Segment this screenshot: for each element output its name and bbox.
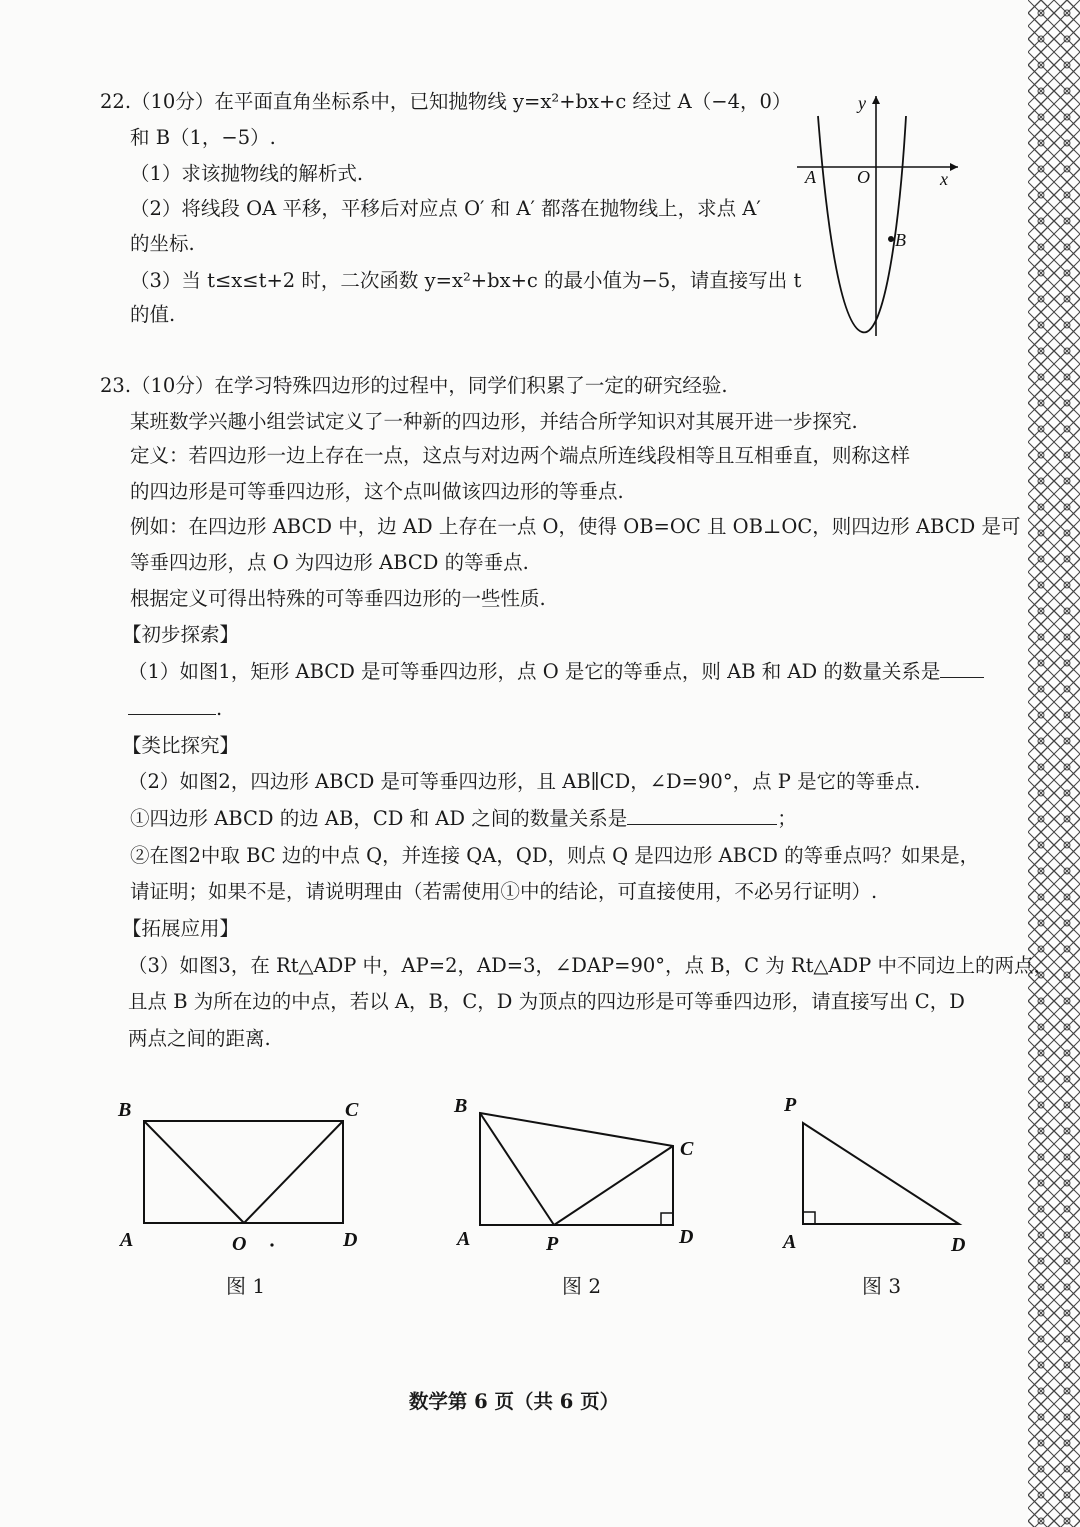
fig3-caption: 图 3 — [862, 1274, 902, 1298]
q23-example: 例如：在四边形 ABCD 中，边 AD 上存在一点 O，使得 OB=OC 且 OB⊥OC，则四边形 ABCD 是可 — [130, 515, 1021, 538]
q23-line-4: 的四边形是可等垂四边形，这个点叫做该四边形的等垂点. — [130, 480, 624, 503]
q22-line-5: 的坐标. — [130, 232, 195, 255]
graph-B-label: B — [895, 230, 906, 250]
q23-line-9-text: . — [216, 697, 223, 720]
q23-part-2-1-end: ； — [777, 807, 797, 830]
fig2-A-label: A — [457, 1228, 471, 1250]
fig3-P-label: P — [784, 1094, 797, 1116]
q23-definition: 定义：若四边形一边上存在一点，这点与对边两个端点所连线段相等且互相垂直，则称这样 — [130, 444, 911, 467]
fig1-C-label: C — [345, 1099, 359, 1121]
figure-3 — [781, 1094, 965, 1256]
q23-part-2-1-text: ①四边形 ABCD 的边 AB，CD 和 AD 之间的数量关系是 — [130, 807, 628, 830]
q23-part-3: （3）如图3，在 Rt△ADP 中，AP=2，AD=3，∠DAP=90°，点 B，C 为 Rt△ADP 中不同边上的两点， — [128, 954, 1053, 977]
q22-line-7: 的值. — [130, 303, 176, 326]
q23-line-9 — [128, 696, 222, 722]
section-heading-analogy: 【类比探究】 — [122, 734, 240, 757]
section-heading-explore: 【初步探索】 — [122, 623, 240, 646]
q23-line-6: 等垂四边形，点 O 为四边形 ABCD 的等垂点. — [130, 551, 529, 574]
q22-part-1: （1）求该抛物线的解析式. — [130, 162, 364, 185]
graph-A-label: A — [805, 167, 816, 187]
q22-line-1: 22.（10分）在平面直角坐标系中，已知抛物线 y=x²+bx+c 经过 A（−4，0） — [100, 90, 792, 113]
q23-line-2: 某班数学兴趣小组尝试定义了一种新的四边形，并结合所学知识对其展开进一步探究. — [130, 410, 858, 433]
q23-line-7: 根据定义可得出特殊的可等垂四边形的一些性质. — [130, 587, 546, 610]
answer-blank-2[interactable] — [627, 806, 777, 825]
fig2-C-label: C — [680, 1138, 694, 1160]
q22-line-2: 和 B（1，−5）. — [130, 126, 276, 149]
fig1-D-label: D — [343, 1229, 358, 1251]
q23-line-13: 请证明；如果不是，请说明理由（若需使用①中的结论，可直接使用，不必另行证明）. — [130, 880, 878, 903]
q23-line-16: 两点之间的距离. — [128, 1027, 271, 1050]
fig2-caption: 图 2 — [562, 1274, 602, 1298]
answer-blank-1a[interactable] — [940, 659, 984, 678]
q22-part-2: （2）将线段 OA 平移，平移后对应点 O′ 和 A′ 都落在抛物线上，求点 A′ — [130, 197, 761, 220]
fig3-D-label: D — [951, 1234, 966, 1256]
graph-O-label: O — [857, 167, 870, 187]
section-heading-extension: 【拓展应用】 — [122, 917, 240, 940]
q23-line-15: 且点 B 为所在边的中点，若以 A，B，C，D 为顶点的四边形是可等垂四边形，请直接写出 C，D — [128, 990, 965, 1013]
fig1-O-label: O — [232, 1233, 247, 1255]
fig2-D-label: D — [679, 1226, 694, 1248]
fig1-caption: 图 1 — [226, 1274, 266, 1298]
graph-x-label: x — [940, 169, 948, 189]
page-footer: 数学第 6 页（共 6 页） — [408, 1390, 620, 1413]
fig2-P-label: P — [546, 1233, 559, 1255]
fig1-A-label: A — [120, 1229, 134, 1251]
q23-part-1 — [128, 659, 984, 685]
q23-part-1-text: （1）如图1，矩形 ABCD 是可等垂四边形，点 O 是它的等垂点，则 AB 和 AD 的数量关系是 — [128, 660, 941, 683]
graph-y-label: y — [858, 93, 866, 113]
decorative-border-pattern — [1028, 0, 1080, 1527]
q23-part-2-1 — [130, 806, 797, 832]
answer-blank-1b[interactable] — [128, 696, 216, 715]
fig3-A-label: A — [783, 1231, 797, 1253]
fig2-B-label: B — [454, 1095, 468, 1117]
q23-part-2-2: ②在图2中取 BC 边的中点 Q，并连接 QA，QD，则点 Q 是四边形 ABCD 的等垂点吗？如果是， — [130, 844, 980, 867]
figure-1 — [117, 1099, 359, 1255]
fig1-B-label: B — [118, 1099, 132, 1121]
q22-part-3: （3）当 t≤x≤t+2 时，二次函数 y=x²+bx+c 的最小值为−5，请直接写出 t — [130, 269, 802, 292]
q23-part-2: （2）如图2，四边形 ABCD 是可等垂四边形，且 AB∥CD，∠D=90°，点 P 是它的等垂点. — [128, 770, 921, 793]
q23-line-1: 23.（10分）在学习特殊四边形的过程中，同学们积累了一定的研究经验. — [100, 374, 728, 397]
figure-2 — [453, 1095, 694, 1255]
